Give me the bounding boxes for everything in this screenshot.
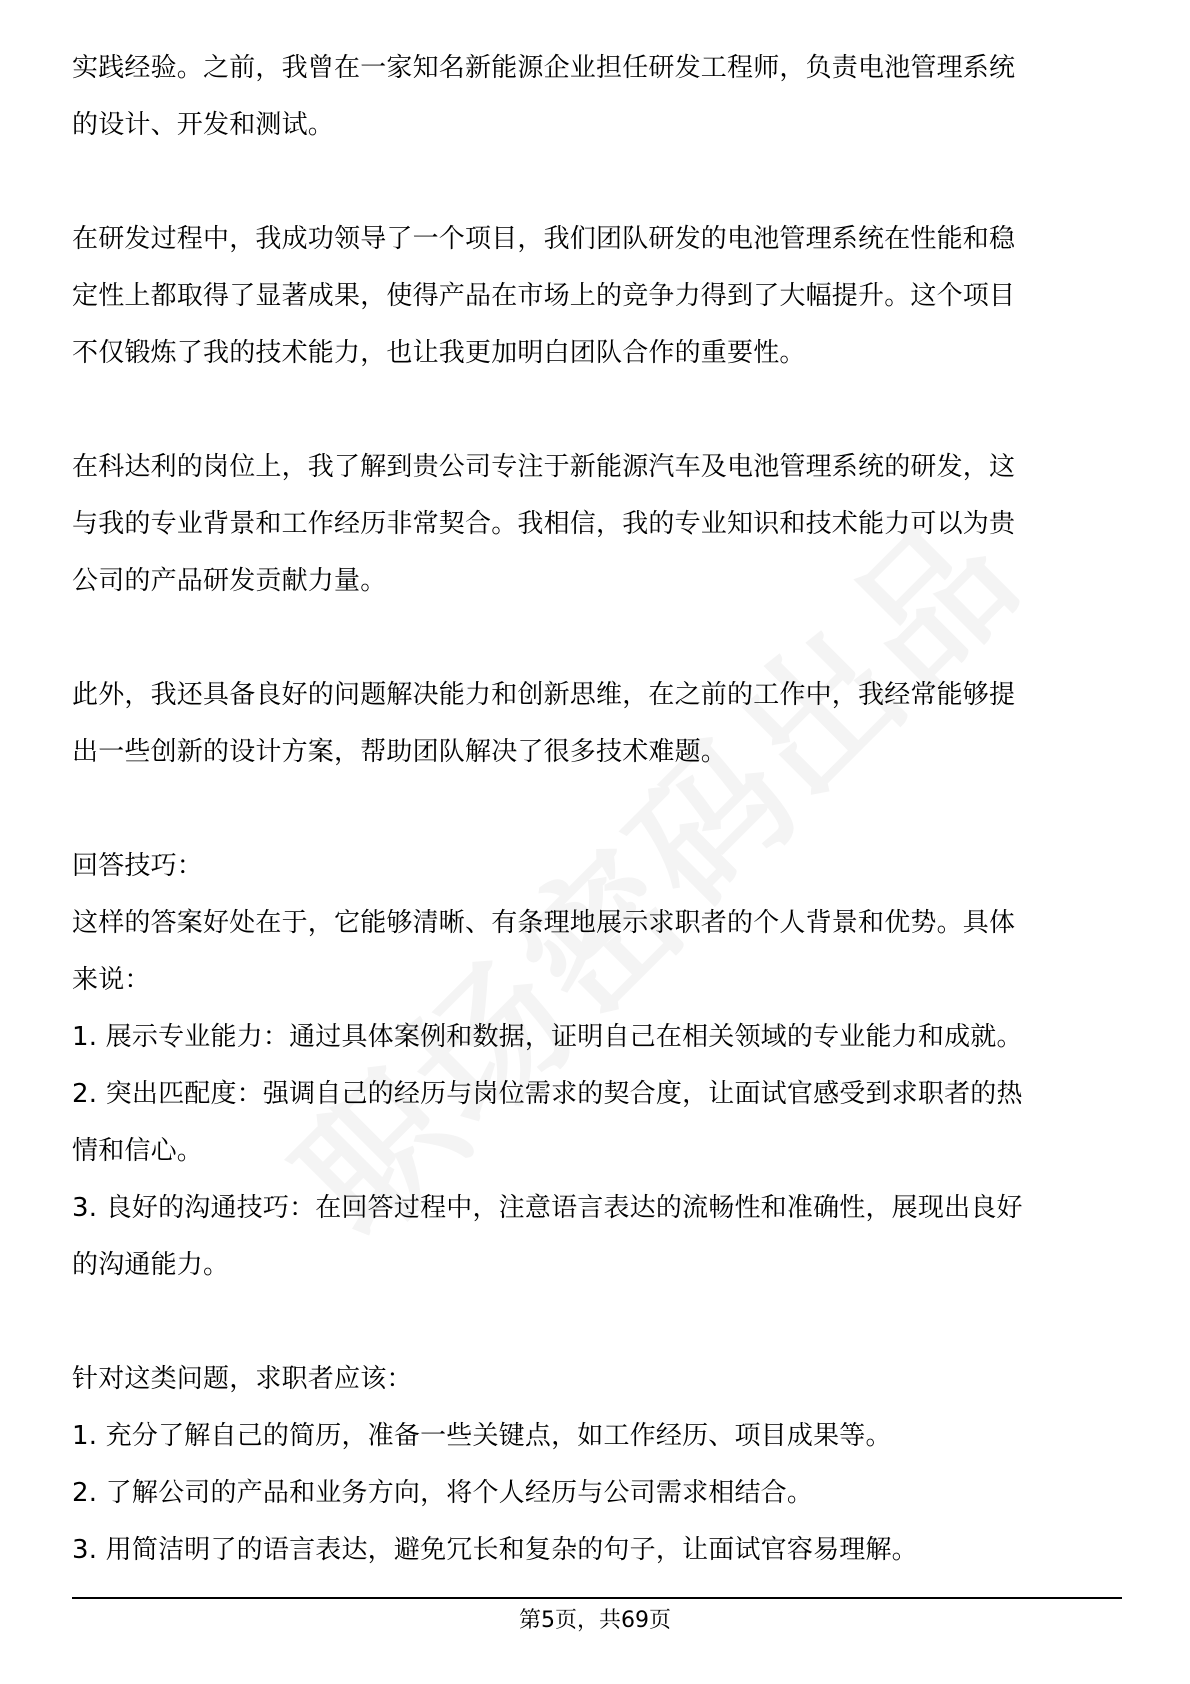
list-item-continued: 情和信心。 — [72, 1136, 204, 1166]
paragraph-gap — [72, 781, 1122, 838]
list-item: 1. 展示专业能力：通过具体案例和数据，证明自己在相关领域的专业能力和成就。 — [72, 1022, 1023, 1052]
paragraph-gap — [72, 382, 1122, 439]
page-number: 第5页，共69页 — [519, 1608, 671, 1633]
text-line: 与我的专业背景和工作经历非常契合。我相信，我的专业知识和技术能力可以为贵 — [72, 509, 1016, 539]
text-line: 定性上都取得了显著成果，使得产品在市场上的竞争力得到了大幅提升。这个项目 — [72, 281, 1016, 311]
paragraph-gap — [72, 154, 1122, 211]
list-item: 1. 充分了解自己的简历，准备一些关键点，如工作经历、项目成果等。 — [72, 1421, 892, 1451]
text-line: 在研发过程中，我成功领导了一个项目，我们团队研发的电池管理系统在性能和稳 — [72, 224, 1016, 254]
document-body — [72, 40, 1122, 1579]
list-item: 3. 良好的沟通技巧：在回答过程中，注意语言表达的流畅性和准确性，展现出良好 — [72, 1193, 1023, 1223]
text-line: 的设计、开发和测试。 — [72, 110, 335, 140]
section-heading: 回答技巧： — [72, 851, 204, 881]
text-line: 公司的产品研发贡献力量。 — [72, 566, 387, 596]
paragraph-gap — [72, 610, 1122, 667]
text-line: 这样的答案好处在于，它能够清晰、有条理地展示求职者的个人背景和优势。具体 — [72, 908, 1016, 938]
list-item: 2. 了解公司的产品和业务方向，将个人经历与公司需求相结合。 — [72, 1478, 814, 1508]
text-line: 来说： — [72, 965, 151, 995]
list-item: 2. 突出匹配度：强调自己的经历与岗位需求的契合度，让面试官感受到求职者的热 — [72, 1079, 1023, 1109]
footer-divider — [72, 1597, 1122, 1599]
text-line: 实践经验。之前，我曾在一家知名新能源企业担任研发工程师，负责电池管理系统 — [72, 53, 1016, 83]
text-line: 出一些创新的设计方案，帮助团队解决了很多技术难题。 — [72, 737, 728, 767]
section-heading: 针对这类问题，求职者应该： — [72, 1364, 413, 1394]
text-line: 不仅锻炼了我的技术能力，也让我更加明白团队合作的重要性。 — [72, 338, 806, 368]
text-line: 在科达利的岗位上，我了解到贵公司专注于新能源汽车及电池管理系统的研发，这 — [72, 452, 1016, 482]
paragraph-gap — [72, 1294, 1122, 1351]
list-item: 3. 用简洁明了的语言表达，避免冗长和复杂的句子，让面试官容易理解。 — [72, 1535, 918, 1565]
list-item-continued: 的沟通能力。 — [72, 1250, 230, 1280]
text-line: 此外，我还具备良好的问题解决能力和创新思维，在之前的工作中，我经常能够提 — [72, 680, 1016, 710]
